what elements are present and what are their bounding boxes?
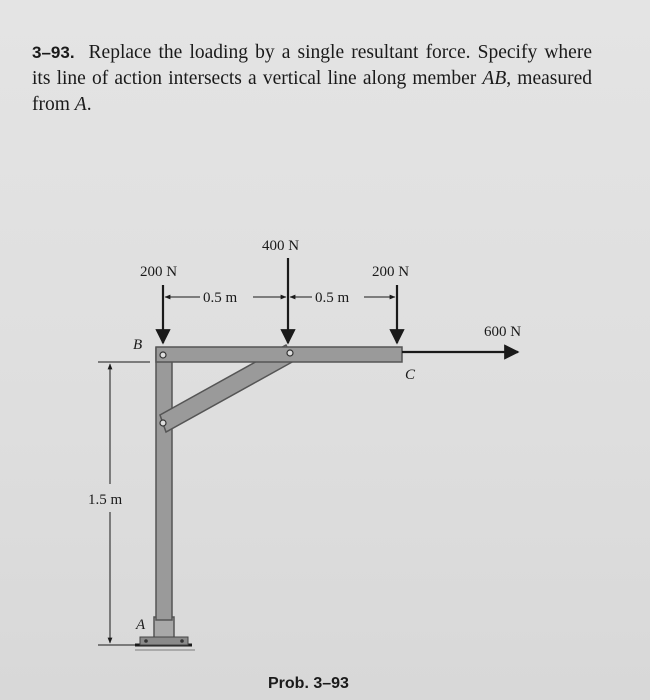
problem-text-2: , measured from <box>32 68 593 115</box>
pin-b <box>160 352 166 358</box>
pin-brace-top <box>287 350 293 356</box>
span-left-label: 0.5 m <box>203 290 238 306</box>
member-bc <box>156 347 402 362</box>
point-a-label: A <box>136 617 146 633</box>
point-c-label: C <box>405 367 416 383</box>
problem-text-end: . <box>86 94 92 115</box>
pin-brace-bottom <box>160 420 166 426</box>
point-b-label: B <box>133 337 143 353</box>
left-load-label: 200 N <box>140 264 178 280</box>
problem-member: AB <box>482 68 507 89</box>
horizontal-load-label: 600 N <box>484 324 522 340</box>
span-right-label: 0.5 m <box>315 290 350 306</box>
problem-text-1: Replace the loading by a single resultant force. Specify where its line of action intersects a vertical line along member <box>32 42 592 89</box>
problem-number: 3–93. <box>32 43 75 62</box>
figure-caption: Prob. 3–93 <box>268 675 349 692</box>
right-load-label: 200 N <box>372 264 410 280</box>
problem-point: A <box>74 94 87 115</box>
height-label: 1.5 m <box>88 492 123 508</box>
member-ab <box>156 348 172 620</box>
middle-load-label: 400 N <box>262 238 300 254</box>
